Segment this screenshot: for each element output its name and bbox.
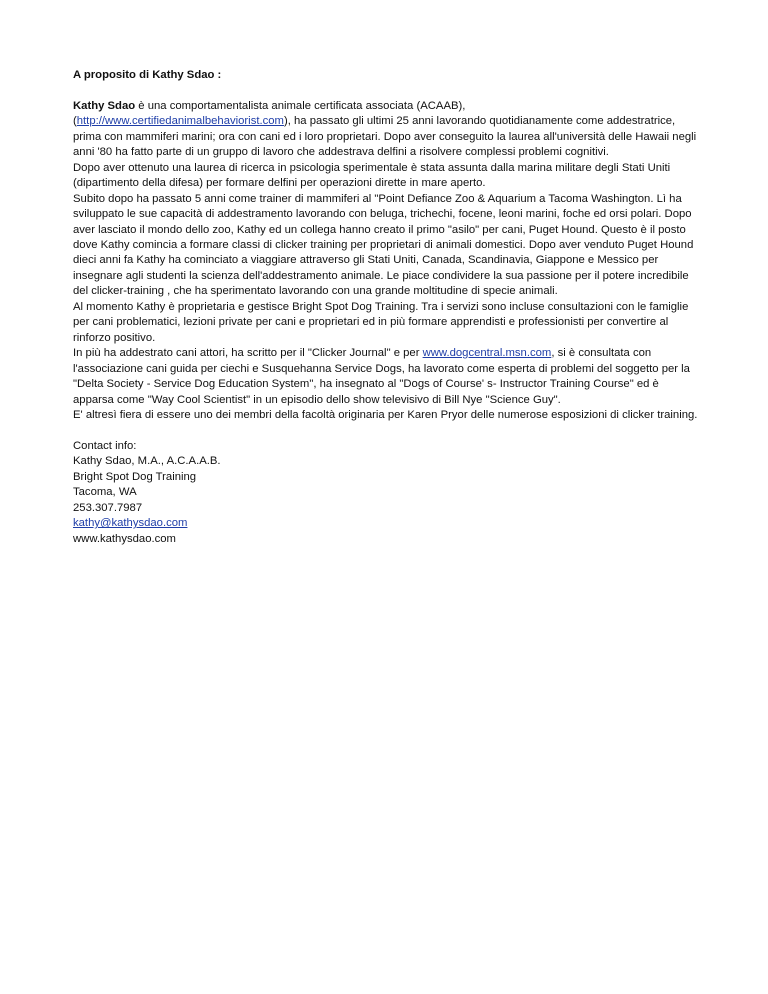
bio-p1-rest: ), ha passato gli ultimi 25 anni lavorando quotidianamente come addestratrice, prima con mammiferi marini; ora con cani ed i loro proprietari. Dopo aver conseguito la laurea all'università delle Hawaii negli anni '80 ha fatto parte di un gruppo di lavoro che addestrava delfini a risolvere complessi problemi cognitivi. <box>73 115 697 159</box>
bio-name: Kathy Sdao <box>73 99 136 112</box>
contact-company: Bright Spot Dog Training <box>73 470 197 483</box>
contact-city: Tacoma, WA <box>73 486 137 499</box>
contact-website: www.kathysdao.com <box>73 532 176 545</box>
document-heading: A proposito di Kathy Sdao : <box>73 69 222 81</box>
document-page <box>73 68 701 547</box>
contact-email-link[interactable]: kathy@kathysdao.com <box>73 517 188 530</box>
bio-p5-rest: , si è consultata con l'associazione cani guida per ciechi e Susquehanna Service Dogs, ha lavorato come esperta di problemi del soggetto per la "Delta Society - Service Dog Education System", ha insegnato al "Dogs of Course' s- Instructor Training Course" ed è apparsa come "Way Cool Scientist" in un episodio dello show televisivo di Bill Nye "Science Guy". <box>73 347 690 406</box>
dogcentral-link[interactable]: www.dogcentral.msn.com <box>422 347 552 360</box>
bio-paragraph-3: Subito dopo ha passato 5 anni come trainer di mammiferi al "Point Defiance Zoo & Aquarium a Tacoma Washington. Lì ha sviluppato le sue capacità di addestramento lavorando con beluga, trichechi, focene, leoni marini, foche ed orsi polari. Dopo aver lasciato il mondo dello zoo, Kathy ed un collega hanno creato il primo "asilo" per cani, Puget Hound. Questo è il posto dove Kathy comincia a formare classi di clicker training per proprietari di animali domestici. Dopo aver venduto Puget Hound dieci anni fa Kathy ha cominciato a viaggiare attraverso gli Stati Uniti, Canada, Scandinavia, Giappone e Messico per insegnare agli studenti la scienza dell'addestramento animale. Le piace condividere la sua passione per il potere incredibile del clicker-training , che ha sperimentato lavorando con una grande moltitudine di specie animali. <box>73 192 694 298</box>
bio-p1-intro: è una comportamentalista animale certificata associata (ACAAB), <box>135 99 466 112</box>
bio-p5-intro: In più ha addestrato cani attori, ha scritto per il "Clicker Journal" e per <box>73 347 423 360</box>
contact-label: Contact info: <box>73 439 137 452</box>
bio-paragraph-5 <box>73 346 701 408</box>
contact-name: Kathy Sdao, M.A., A.C.A.A.B. <box>73 455 221 468</box>
bio-paragraph-6: E' altresì fiera di essere uno dei membri della facoltà originaria per Karen Pryor delle numerose esposizioni di clicker training. <box>73 408 698 421</box>
bio-p1-paren: ( <box>73 115 77 128</box>
bio-paragraph-2: Dopo aver ottenuto una laurea di ricerca in psicologia sperimentale è stata assunta dalla marina militare degli Stati Uniti (dipartimento della difesa) per formare delfini per operazioni dirette in mare aperto. <box>73 161 671 190</box>
bio-paragraph-1 <box>73 99 701 161</box>
contact-phone: 253.307.7987 <box>73 501 143 514</box>
contact-info-block <box>73 439 701 547</box>
bio-paragraph-4: Al momento Kathy è proprietaria e gestisce Bright Spot Dog Training. Tra i servizi sono incluse consultazioni con le famiglie per cani problematici, lezioni private per cani e proprietari ed in più formare apprendisti e professionisti per convertire al rinforzo positivo. <box>73 300 689 344</box>
acaab-website-link[interactable]: http://www.certifiedanimalbehaviorist.com <box>76 115 284 128</box>
